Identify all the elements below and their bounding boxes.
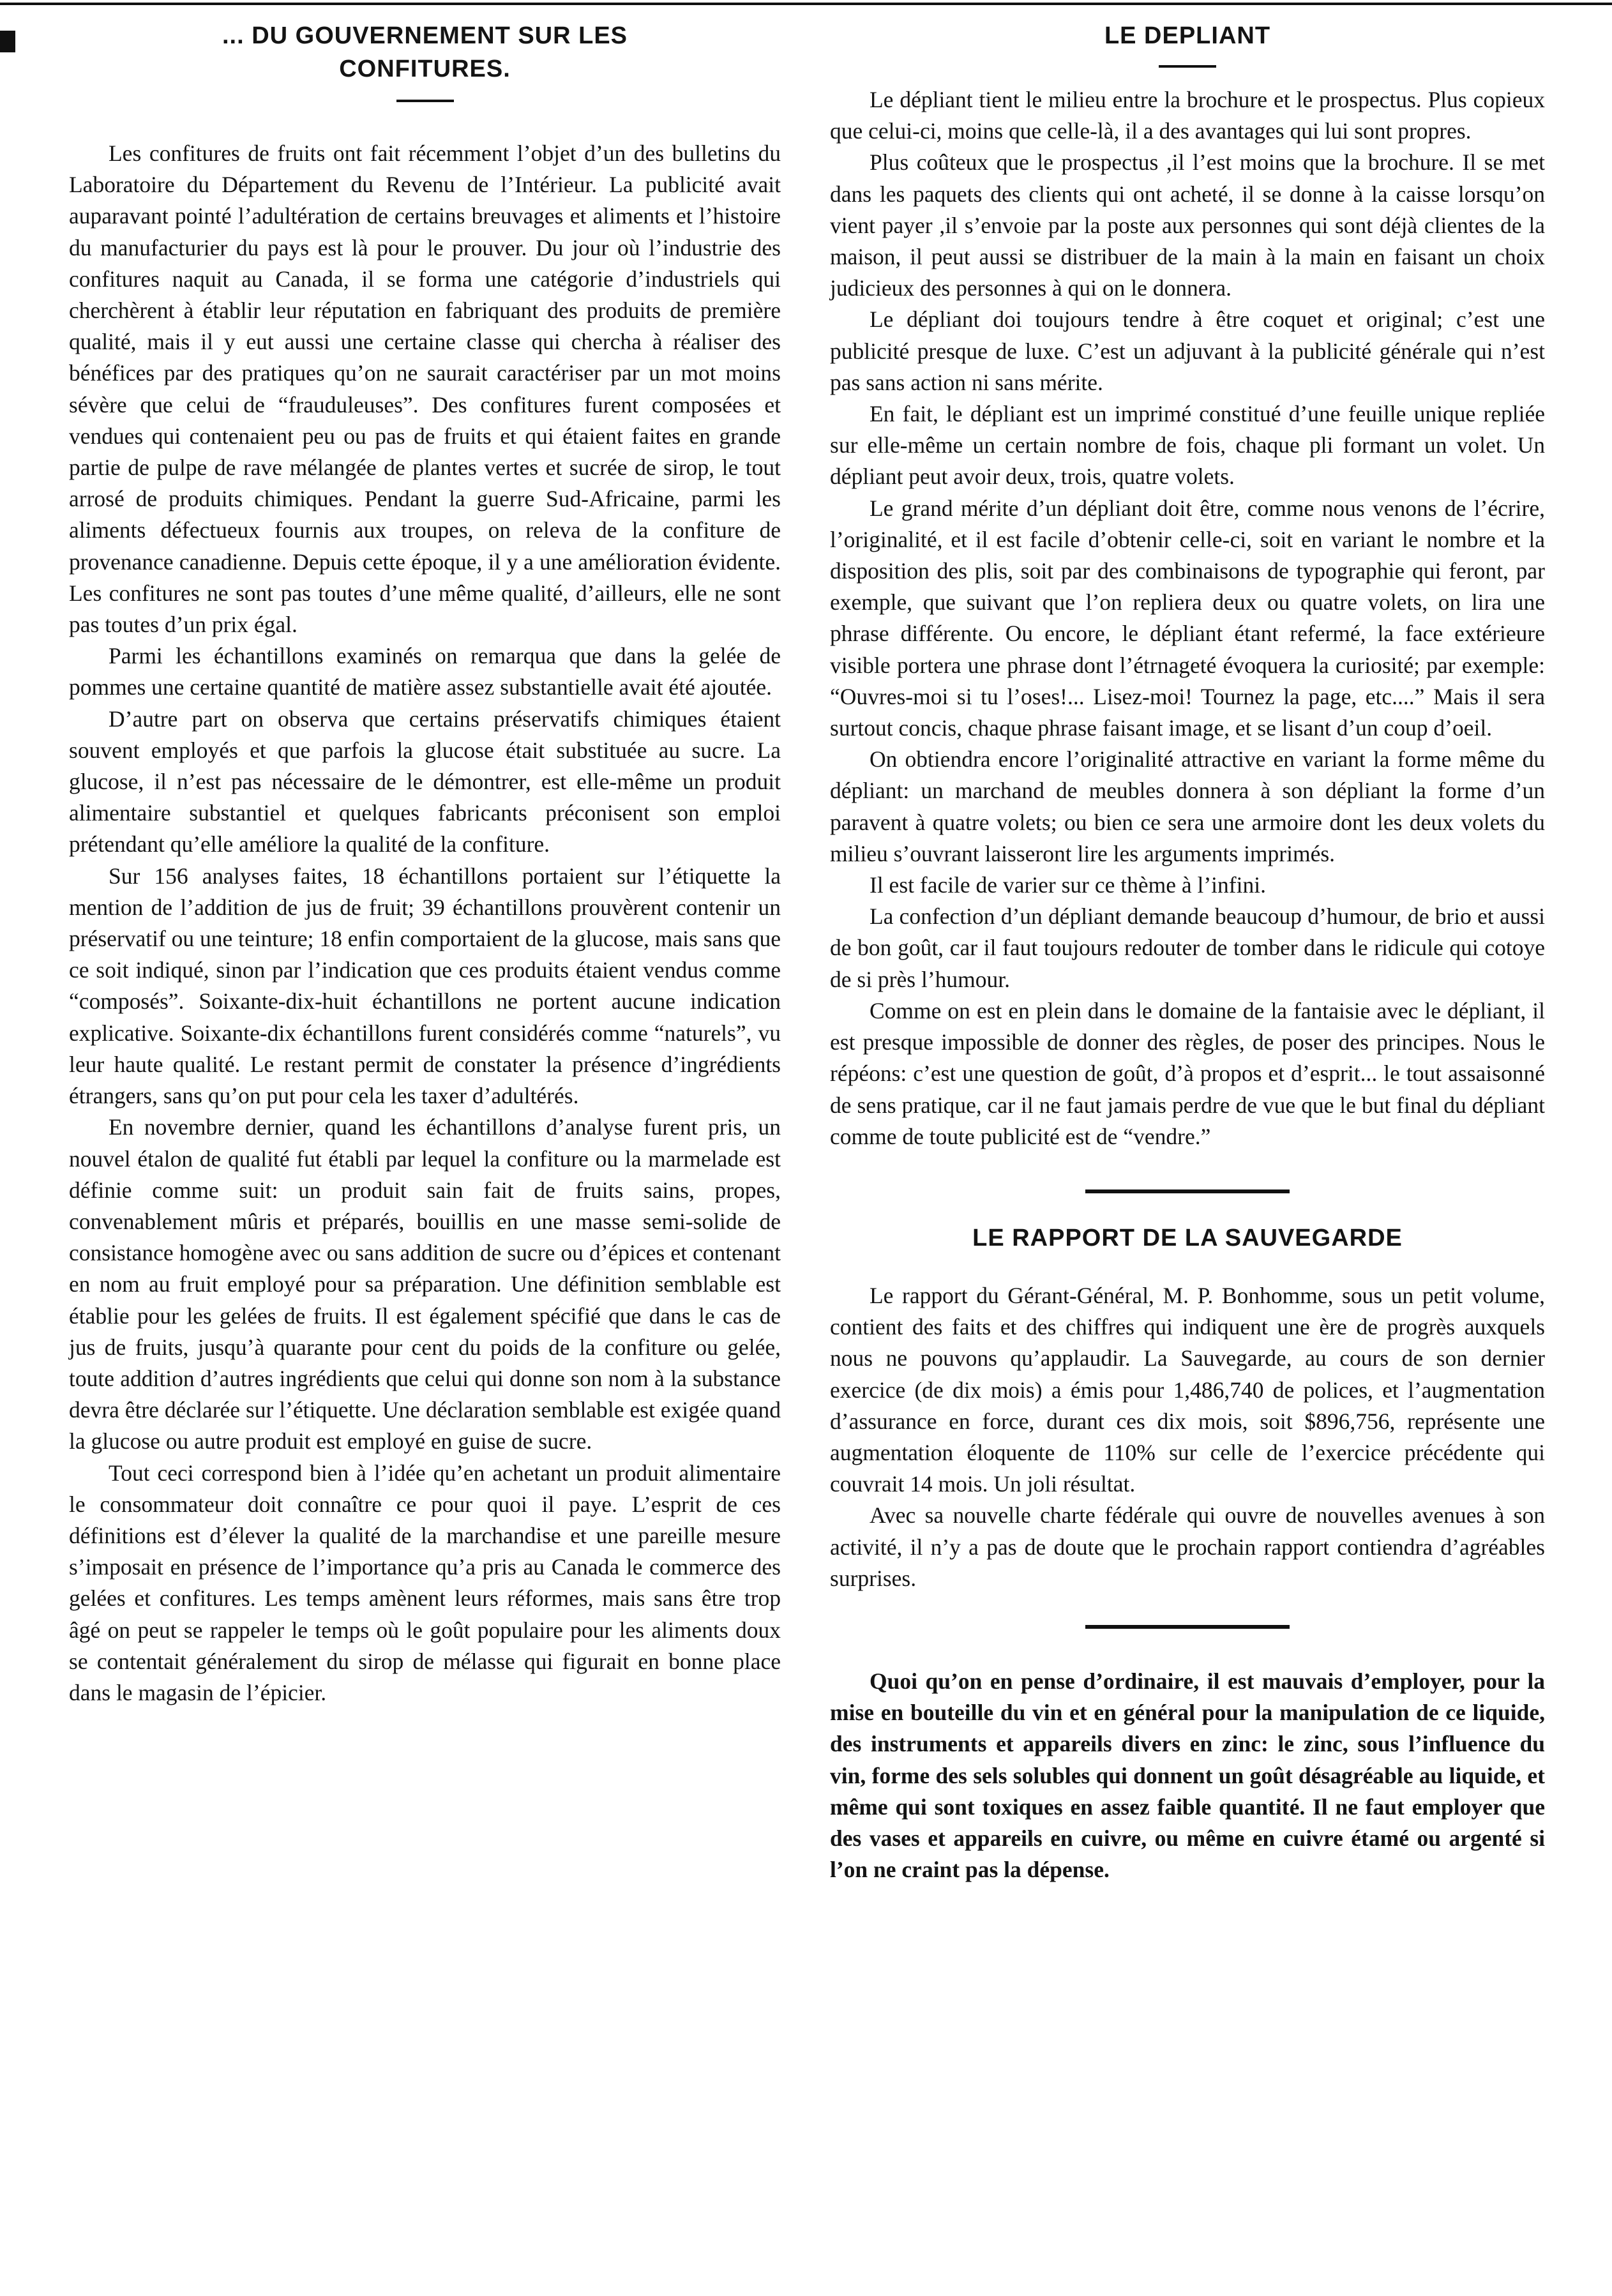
depliant-paragraph-1: Le dépliant tient le milieu entre la brochure et le prospectus. Plus copieux que celui-ci, moins que celle-là, il a des avantages qui lui sont propres. <box>830 87 1545 144</box>
depliant-paragraph-8: La confection d’un dépliant demande beaucoup d’humour, de brio et aussi de bon goût, car il faut toujours redouter de tomber dans le ridicule qui cotoye de si près l’humour. <box>830 903 1545 992</box>
left-column <box>69 0 781 1709</box>
left-paragraph-3: D’autre part on observa que certains préservatifs chimiques étaient souvent employés et que parfois la glucose était substituée au sucre. La glucose, il n’est pas nécessaire de le démontrer, est elle-même un produit alimentaire substantiel et quelques fabricants préconisent son emploi prétendant qu’elle améliore la qualité de la confiture. <box>69 706 781 857</box>
depliant-paragraph-6: On obtiendra encore l’originalité attractive en variant la forme même du dépliant: un marchand de meubles donnera à son dépliant la forme d’un paravent à quatre volets; ou bien ce sera une armoire dont les deux volets du milieu s’ouvrant laisseront lire les arguments imprimés. <box>830 746 1545 866</box>
sauvegarde-paragraph-1: Le rapport du Gérant-Général, M. P. Bonhomme, sous un petit volume, contient des faits et des chiffres qui indiquent une ère de progrès auxquels nous ne pouvons qu’applaudir. La Sauvegarde, au cours de son dernier exercice (de dix mois) a émis pour 1,486,740 de polices, et l’augmentation d’assurance en force, durant ces dix mois, soit $896,756, représente une augmentation éloquente de 110% sur celle de l’exercice précédente qui couvrait 14 mois. Un joli résultat. <box>830 1282 1545 1497</box>
left-paragraph-2: Parmi les échantillons examinés on remarqua que dans la gelée de pommes une certaine quantité de matière assez substantielle avait été ajoutée. <box>69 643 781 700</box>
left-paragraph-6: Tout ceci correspond bien à l’idée qu’en achetant un produit alimentaire le consommateur doit connaître ce pour quoi il paye. L’esprit de ces définitions est d’élever la qualité de la marchandise et une pareille mesure s’imposait en présence de l’importance qu’a pris au Canada le commerce des gelées et confitures. Les temps amènent leurs réformes, mais sans être trop âgé on peut se rappeler le temps où le goût populaire pour les aliments doux se contentait généralement du sirop de mélasse qui figurait en bonne place dans le magasin de l’épicier. <box>69 1460 781 1705</box>
sauvegarde-paragraph-2: Avec sa nouvelle charte fédérale qui ouvre de nouvelles avenues à son activité, il n’y a pas de doute que le prochain rapport contiendra d’agréables surprises. <box>830 1502 1545 1591</box>
right-column <box>830 0 1545 1885</box>
left-paragraph-5: En novembre dernier, quand les échantillons d’analyse furent pris, un nouvel étalon de qualité fut établi par lequel la confiture ou la marmelade est définie comme suit: un produit sain fait de fruits sains, propes, convenablement mûris et préparés, bouillis en une masse semi-solide de consistance homogène avec ou sans addition de sucre ou d’épices et contenant en nom au fruit employé pour sa préparation. Une définition semblable est établie pour les gelées de fruits. Il est également spécifié que dans le cas de jus de fruits, jusqu’à quarante pour cent du poids de la confiture ou gelée, toute addition d’autres ingrédients que celui qui donne son nom à la substance devra être déclarée sur l’étiquette. Une déclaration semblable est exigée quand la glucose ou autre produit est employé en guise de sucre. <box>69 1114 781 1454</box>
zinc-note <box>830 1666 1545 1885</box>
left-paragraph-1: Les confitures de fruits ont fait récemment l’objet d’un des bulletins du Laboratoire du Département du Revenu de l’Intérieur. La publicité avait auparavant pointé l’adultération de certains breuvages et aliments et l’histoire du manufacturier du pays est là pour le prouver. Du jour où l’industrie des confitures naquit au Canada, il se forma une catégorie d’industriels qui cherchèrent à établir leur réputation en fabriquant des produits de première qualité, mais il y eut aussi une certaine classe qui chercha à réaliser des bénéfices par des pratiques qu’on ne saurait caractériser par un mot moins sévère que celui de “frauduleuses”. Des confitures furent composées et vendues qui contenaient peu ou pas de fruits et qui étaient faites en grande partie de pulpe de rave mélangée de plantes vertes et sucrée de sirop, le tout arrosé de produits chimiques. Pendant la guerre Sud-Africaine, parmi les aliments défectueux fournis aux troupes, on releva de la confiture de provenance canadienne. Depuis cette époque, il y a une amélioration évidente. Les confitures ne sont pas toutes d’une même qualité, d’ailleurs, elle ne sont pas toutes d’un prix égal. <box>69 140 781 638</box>
depliant-paragraph-9: Comme on est en plein dans le domaine de la fantaisie avec le dépliant, il est presque impossible de donner des règles, de poser des principes. Nous le répéons: c’est une question de goût, d’à propos et d’esprit... le tout assaisonné de sens pratique, car il ne faut jamais perdre de vue que le but final du dépliant comme de toute publicité est de “vendre.” <box>830 997 1545 1149</box>
top-left-mark <box>0 31 15 52</box>
depliant-paragraph-2: Plus coûteux que le prospectus ,il l’est moins que la brochure. Il se met dans les paquets des clients qui ont acheté, il se donne à la caisse lorsqu’on vient payer ,il s’envoie par la poste aux personnes qui sont déjà clientes de la maison, il peut aussi se distribuer de la main à la main en faisant un choix judicieux des personnes à qui on le donnera. <box>830 149 1545 301</box>
depliant-paragraph-3: Le dépliant doi toujours tendre à être coquet et original; c’est une publicité presque de luxe. C’est un adjuvant à la publicité générale qui n’est pas sans action ni sans mérite. <box>830 306 1545 395</box>
left-title-line2: CONFITURES. <box>339 56 511 82</box>
zinc-paragraph: Quoi qu’on en pense d’ordinaire, il est mauvais d’employer, pour la mise en bouteille du vin et en général pour la manipulation de ce liquide, des instruments et appareils divers en zinc: le zinc, sous l’influence du vin, forme des sels solubles qui donnent un goût désagréable au liquide, et même qui sont toxiques en assez faible quantité. Il ne faut employer que des vases et appareils en cuivre, ou même en cuivre étamé ou argenté si l’on ne craint pas la dépense. <box>830 1668 1545 1883</box>
sauvegarde-title: LE RAPPORT DE LA SAUVEGARDE <box>972 1224 1403 1251</box>
left-title-line1: ... DU GOUVERNEMENT SUR LES <box>222 22 628 49</box>
depliant-paragraph-5: Le grand mérite d’un dépliant doit être, comme nous venons de l’écrire, l’originalité, et il est facile d’obtenir celle-ci, soit en variant le nombre et la disposition des plis, soit par des combinaisons de typographie qui feront, par exemple, que suivant que l’on repliera deux ou quatre volets, on lira une phrase différente. Ou encore, le dépliant étant refermé, la face extérieure visible portera une phrase dont l’étrnageté évoquera la curiosité; par exemple: “Ouvres-moi si tu l’oses!... Lisez-moi! Tournez la page, etc....” Mais il sera surtout concis, chaque phrase faisant image, et se lisant d’un coup d’oeil. <box>830 495 1545 741</box>
depliant-paragraph-4: En fait, le dépliant est un imprimé constitué d’une feuille unique repliée sur elle-même un certain nombre de fois, chaque pli formant un volet. Un dépliant peut avoir deux, trois, quatre volets. <box>830 401 1545 490</box>
left-paragraph-4: Sur 156 analyses faites, 18 échantillons portaient sur l’étiquette la mention de l’addition de jus de fruit; 39 échantillons prouvèrent contenir un préservatif ou une teinture; 18 enfin comportaient de la glucose, mais sans que ce soit indiqué, sinon par l’indication que ces produits étaient vendus comme “composés”. Soixante-dix-huit échantillons ne portent aucune indication explicative. Soixante-dix échantillons furent considérés comme “naturels”, vu leur haute qualité. Le restant permit de constater la présence d’ingrédients étrangers, sans qu’on put pour cela les taxer d’adultérés. <box>69 863 781 1109</box>
depliant-title: LE DEPLIANT <box>1104 22 1271 49</box>
depliant-paragraph-7: Il est facile de varier sur ce thème à l’infini. <box>870 872 1266 898</box>
